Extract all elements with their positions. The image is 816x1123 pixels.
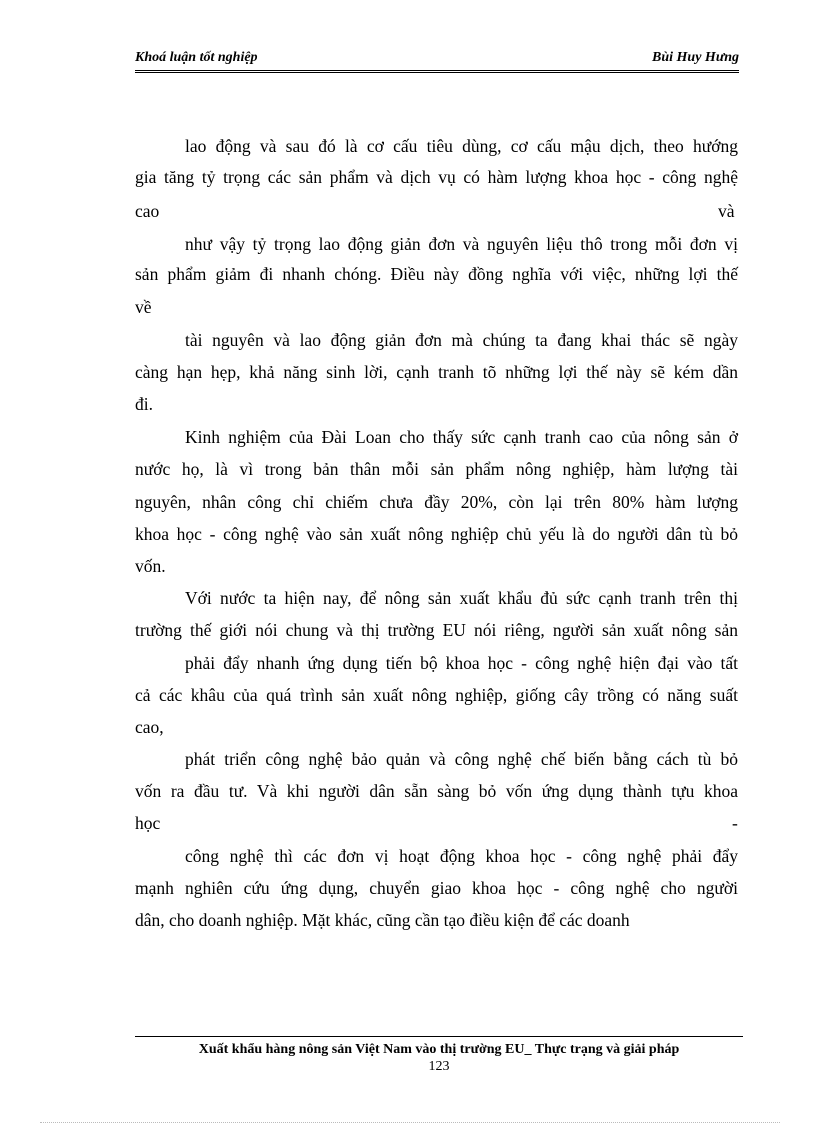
- page-header: [135, 50, 739, 73]
- text-line: cả các khâu của quá trình sản xuất nông nghiệp, giống cây trồng có năng suất: [135, 685, 738, 705]
- text-line: dân, cho doanh nghiệp. Mặt khác, cũng cần tạo điều kiện để các doanh: [135, 910, 630, 930]
- footer-divider: [135, 1036, 743, 1037]
- text-line: nước họ, là vì trong bản thân mỗi sản phẩm nông nghiệp, hàm lượng tài: [135, 459, 738, 479]
- text-line: vốn.: [135, 556, 166, 576]
- text-line: tài nguyên và lao động giản đơn mà chúng ta đang khai thác sẽ ngày: [185, 330, 738, 350]
- page-number: 123: [428, 1059, 450, 1074]
- text-line: nguyên, nhân công chỉ chiếm chưa đầy 20%, còn lại trên 80% hàm lượng: [135, 492, 738, 512]
- text-line: -: [732, 813, 738, 833]
- text-line: như vậy tỷ trọng lao động giản đơn và nguyên liệu thô trong mỗi đơn vị: [185, 234, 738, 254]
- text-line: càng hạn hẹp, khả năng sinh lời, cạnh tranh tõ những lợi thế này sẽ kém dần: [135, 362, 738, 382]
- text-line: Kinh nghiệm của Đài Loan cho thấy sức cạnh tranh cao của nông sản ở: [185, 427, 738, 447]
- text-line: Với nước ta hiện nay, để nông sản xuất khẩu đủ sức cạnh tranh trên thị: [185, 588, 738, 608]
- text-line: vốn ra đầu tư. Và khi người dân sẵn sàng bỏ vốn ứng dụng thành tựu khoa: [135, 781, 738, 801]
- header-author: Bùi Huy Hưng: [652, 50, 739, 65]
- footer-title: Xuất khẩu hàng nông sản Việt Nam vào thị trường EU_ Thực trạng và giải pháp: [198, 1042, 680, 1057]
- text-line: phát triển công nghệ bảo quản và công nghệ chế biến bằng cách tù bỏ: [185, 749, 738, 769]
- text-line: gia tăng tỷ trọng các sản phẩm và dịch vụ có hàm lượng khoa học - công nghệ: [135, 167, 738, 187]
- text-line: đi.: [135, 394, 153, 414]
- text-line: sản phẩm giảm đi nhanh chóng. Điều này đồng nghĩa với việc, những lợi thế: [135, 264, 738, 284]
- text-line: và: [718, 201, 735, 221]
- text-line: lao động và sau đó là cơ cấu tiêu dùng, cơ cấu mậu dịch, theo hướng: [185, 136, 738, 156]
- text-line: trường thế giới nói chung và thị trường EU nói riêng, người sản xuất nông sản: [135, 620, 738, 640]
- text-line: cao: [135, 201, 160, 221]
- text-line: công nghệ thì các đơn vị hoạt động khoa học - công nghệ phải đẩy: [185, 846, 738, 866]
- text-line: mạnh nghiên cứu ứng dụng, chuyển giao khoa học - công nghệ cho người: [135, 878, 738, 898]
- text-line: khoa học - công nghệ vào sản xuất nông nghiệp chủ yếu là do người dân tù bỏ: [135, 524, 738, 544]
- text-line: cao,: [135, 717, 164, 737]
- text-line: phải đẩy nhanh ứng dụng tiến bộ khoa học - công nghệ hiện đại vào tất: [185, 653, 738, 673]
- header-left-title: Khoá luận tốt nghiệp: [135, 50, 258, 65]
- text-line: về: [135, 297, 152, 317]
- text-line: học: [135, 813, 161, 833]
